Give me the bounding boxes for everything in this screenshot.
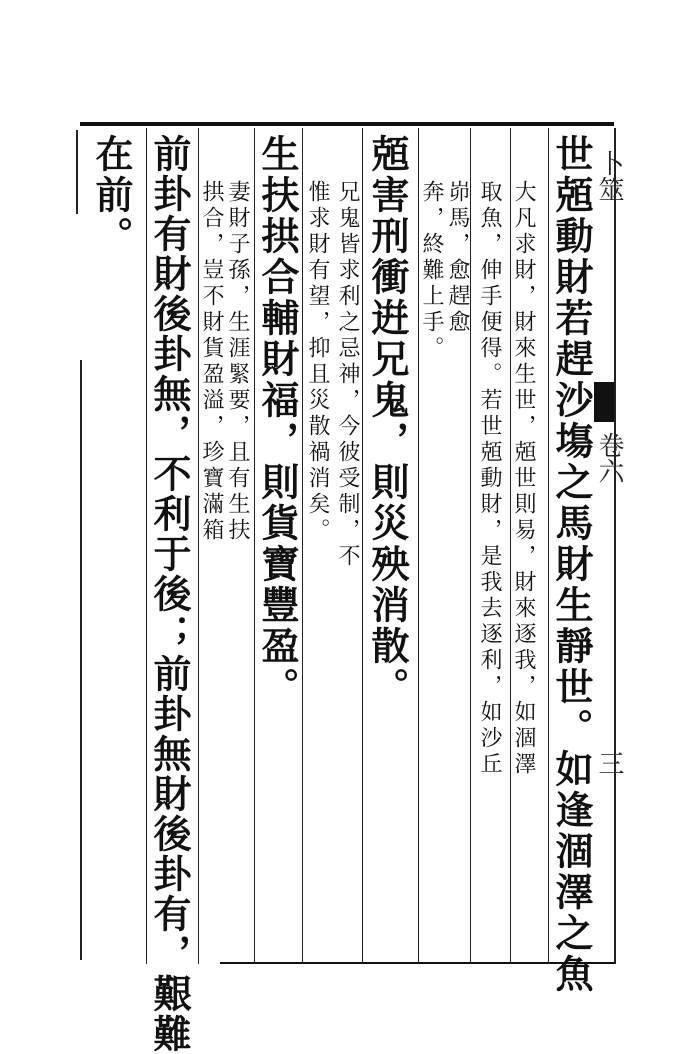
commentary-column-5: 兄鬼皆求利之忌神，今彼受制，不: [335, 180, 360, 570]
main-text-column-1: 世兡動財若趕沙塲之馬財生靜世。如逢涸澤之魚: [549, 134, 594, 995]
commentary-column-8: 拱合，豈不財貨盈溢，珍寶滿箱: [199, 180, 224, 544]
commentary-column-7: 妻財子孫，生涯緊要，且有生扶: [225, 180, 250, 544]
commentary-column-1: 大凡求財，財來生世，兡世則易，財來逐我，如涸澤: [511, 180, 536, 778]
column-divider: [80, 360, 82, 960]
commentary-column-4: 奔，終難上手。: [419, 180, 444, 362]
margin-page-number: 三: [594, 750, 624, 776]
column-divider: [470, 128, 471, 964]
commentary-column-2: 取魚，伸手便得。若世兡動財，是我去逐利，如沙丘: [477, 180, 502, 778]
main-text-column-4: 前卦有財後卦無，不利于後；前卦無財後卦有，艱難: [147, 134, 192, 1054]
commentary-column-6: 惟求財有望，抑且災散禍消矣。: [305, 180, 330, 544]
top-border-rule: [80, 122, 614, 126]
column-divider: [76, 130, 78, 214]
column-divider: [362, 128, 363, 964]
right-frame-line: [614, 128, 616, 964]
main-text-column-3: 生扶拱合輔財福，則貨寶豐盈。: [255, 134, 300, 708]
column-divider: [302, 128, 303, 964]
margin-volume: 卷六: [594, 432, 624, 484]
commentary-column-3: 峁馬，愈趕愈: [445, 180, 470, 336]
main-text-column-2: 兡害刑衝逬兄鬼，則災殃消散。: [365, 134, 410, 708]
fish-tail-mark: [594, 382, 614, 422]
main-text-column-5: 在前。: [89, 134, 134, 257]
margin-title: 卜筮: [594, 150, 624, 202]
